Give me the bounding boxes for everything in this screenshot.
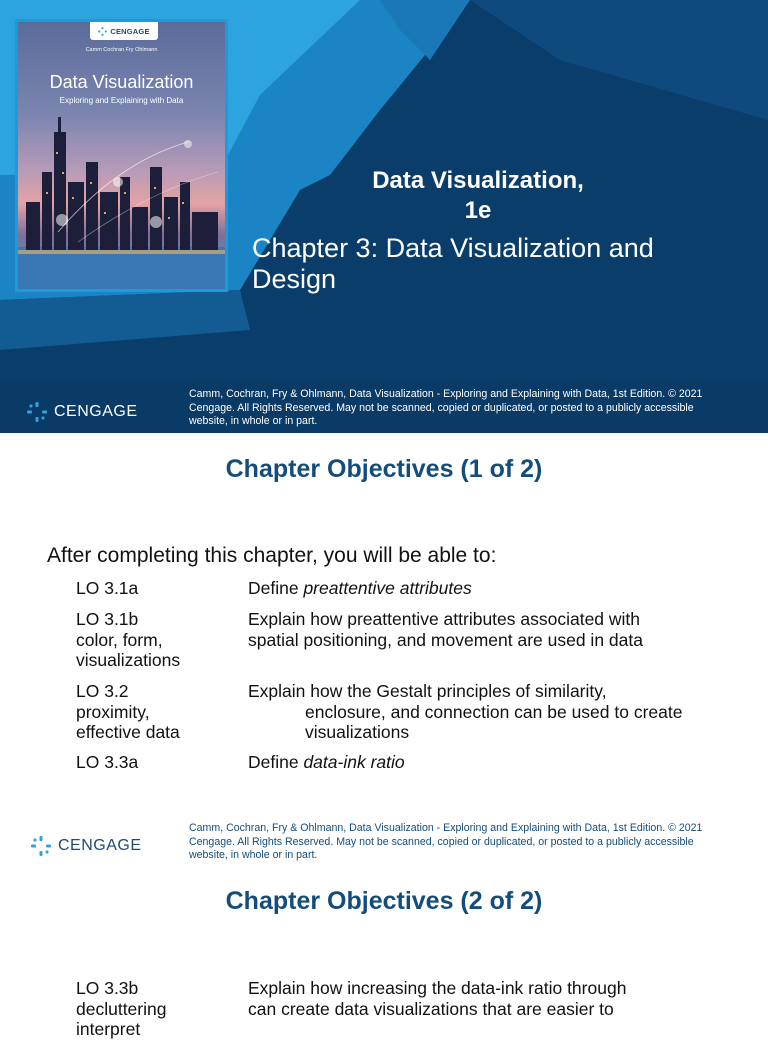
cover-brand-badge [90,22,158,40]
slide-subtitle [252,233,722,295]
objective-text: Define [248,578,304,598]
objective-description [248,578,748,599]
objective-code-text: LO 3.2 [76,681,129,701]
cover-authors: Camm Cochran Fry Ohlmann [85,47,158,53]
objective-term: data-ink ratio [303,752,405,772]
cengage-logo-text: CENGAGE [58,837,142,854]
objective-text: spatial positioning, and movement are used in data [248,629,643,650]
objectives-slide-1 [0,433,768,863]
slide-subtitle-line: Chapter 3: Data Visualization and [252,233,654,263]
objective-text: Explain how the Gestalt principles of similarity, [248,681,607,701]
copyright-line: Cengage. All Rights Reserved. May not be scanned, copied or duplicated, or posted to a publicly accessible [189,835,694,848]
objective-description [248,609,748,650]
copyright-line: Cengage. All Rights Reserved. May not be scanned, copied or duplicated, or posted to a publicly accessible [189,401,694,414]
book-cover [15,19,228,292]
cover-brand-text: CENGAGE [110,26,150,36]
objective-code [76,578,138,599]
objective-text: can create data visualizations that are easier to [248,998,614,1019]
objective-wrap-text: decluttering [76,998,167,1019]
slide-heading: Chapter Objectives (1 of 2) [225,455,543,483]
objective-code [76,609,180,671]
objective-code-text: LO 3.3a [76,752,139,772]
cengage-logo-icon [26,401,48,423]
cengage-logo-icon [98,27,107,36]
cover-subtitle: Exploring and Explaining with Data [59,96,184,105]
objective-code [76,681,180,743]
objective-wrap-text: visualizations [76,650,181,670]
objectives-intro: After completing this chapter, you will be able to: [47,544,497,567]
copyright-line: Camm, Cochran, Fry & Ohlmann, Data Visualization - Exploring and Explaining with Data, 1st Edition. © 2021 [189,388,703,400]
objective-description [248,752,748,773]
copyright-notice [189,822,749,863]
objective-code-text: LO 3.1a [76,578,139,598]
cengage-logo-text: CENGAGE [54,403,138,420]
cengage-logo [26,401,138,423]
objective-wrap-text: color, form, [76,629,163,650]
slide-title [300,166,656,226]
copyright-line: Camm, Cochran, Fry & Ohlmann, Data Visualization - Exploring and Explaining with Data, 1st Edition. © 2021 [189,822,703,834]
cengage-logo-icon [30,835,52,857]
objective-code [76,978,166,1040]
cengage-logo [30,835,142,857]
copyright-notice [189,388,749,429]
objective-text: visualizations [305,722,410,742]
objective-text: Explain how increasing the data-ink ratio through [248,978,627,998]
objective-term: preattentive attributes [303,578,472,598]
objective-wrap-text: proximity, [76,701,150,722]
objective-description [248,681,748,743]
objective-text: Explain how preattentive attributes associated with [248,609,641,629]
title-slide [0,0,768,433]
objective-code-text: LO 3.3b [76,978,139,998]
slide-heading: Chapter Objectives (2 of 2) [225,887,543,915]
copyright-line: website, in whole or in part. [189,415,318,427]
objectives-slide-2 [0,863,768,1039]
slide-title-line: Data Visualization, [372,167,584,194]
objective-code-text: LO 3.1b [76,609,139,629]
cover-title: Data Visualization [49,72,194,92]
objective-wrap-text: interpret [76,1019,141,1039]
objective-description [248,978,748,1019]
objective-wrap-text: effective data [76,722,180,742]
objective-text: Define [248,752,304,772]
slide-subtitle-line: Design [252,264,337,294]
copyright-line: website, in whole or in part. [189,849,318,861]
slide-title-line: 1e [464,197,492,224]
city-skyline-illustration [18,22,225,289]
objective-code [76,752,138,773]
objective-text: enclosure, and connection can be used to create [305,701,683,722]
